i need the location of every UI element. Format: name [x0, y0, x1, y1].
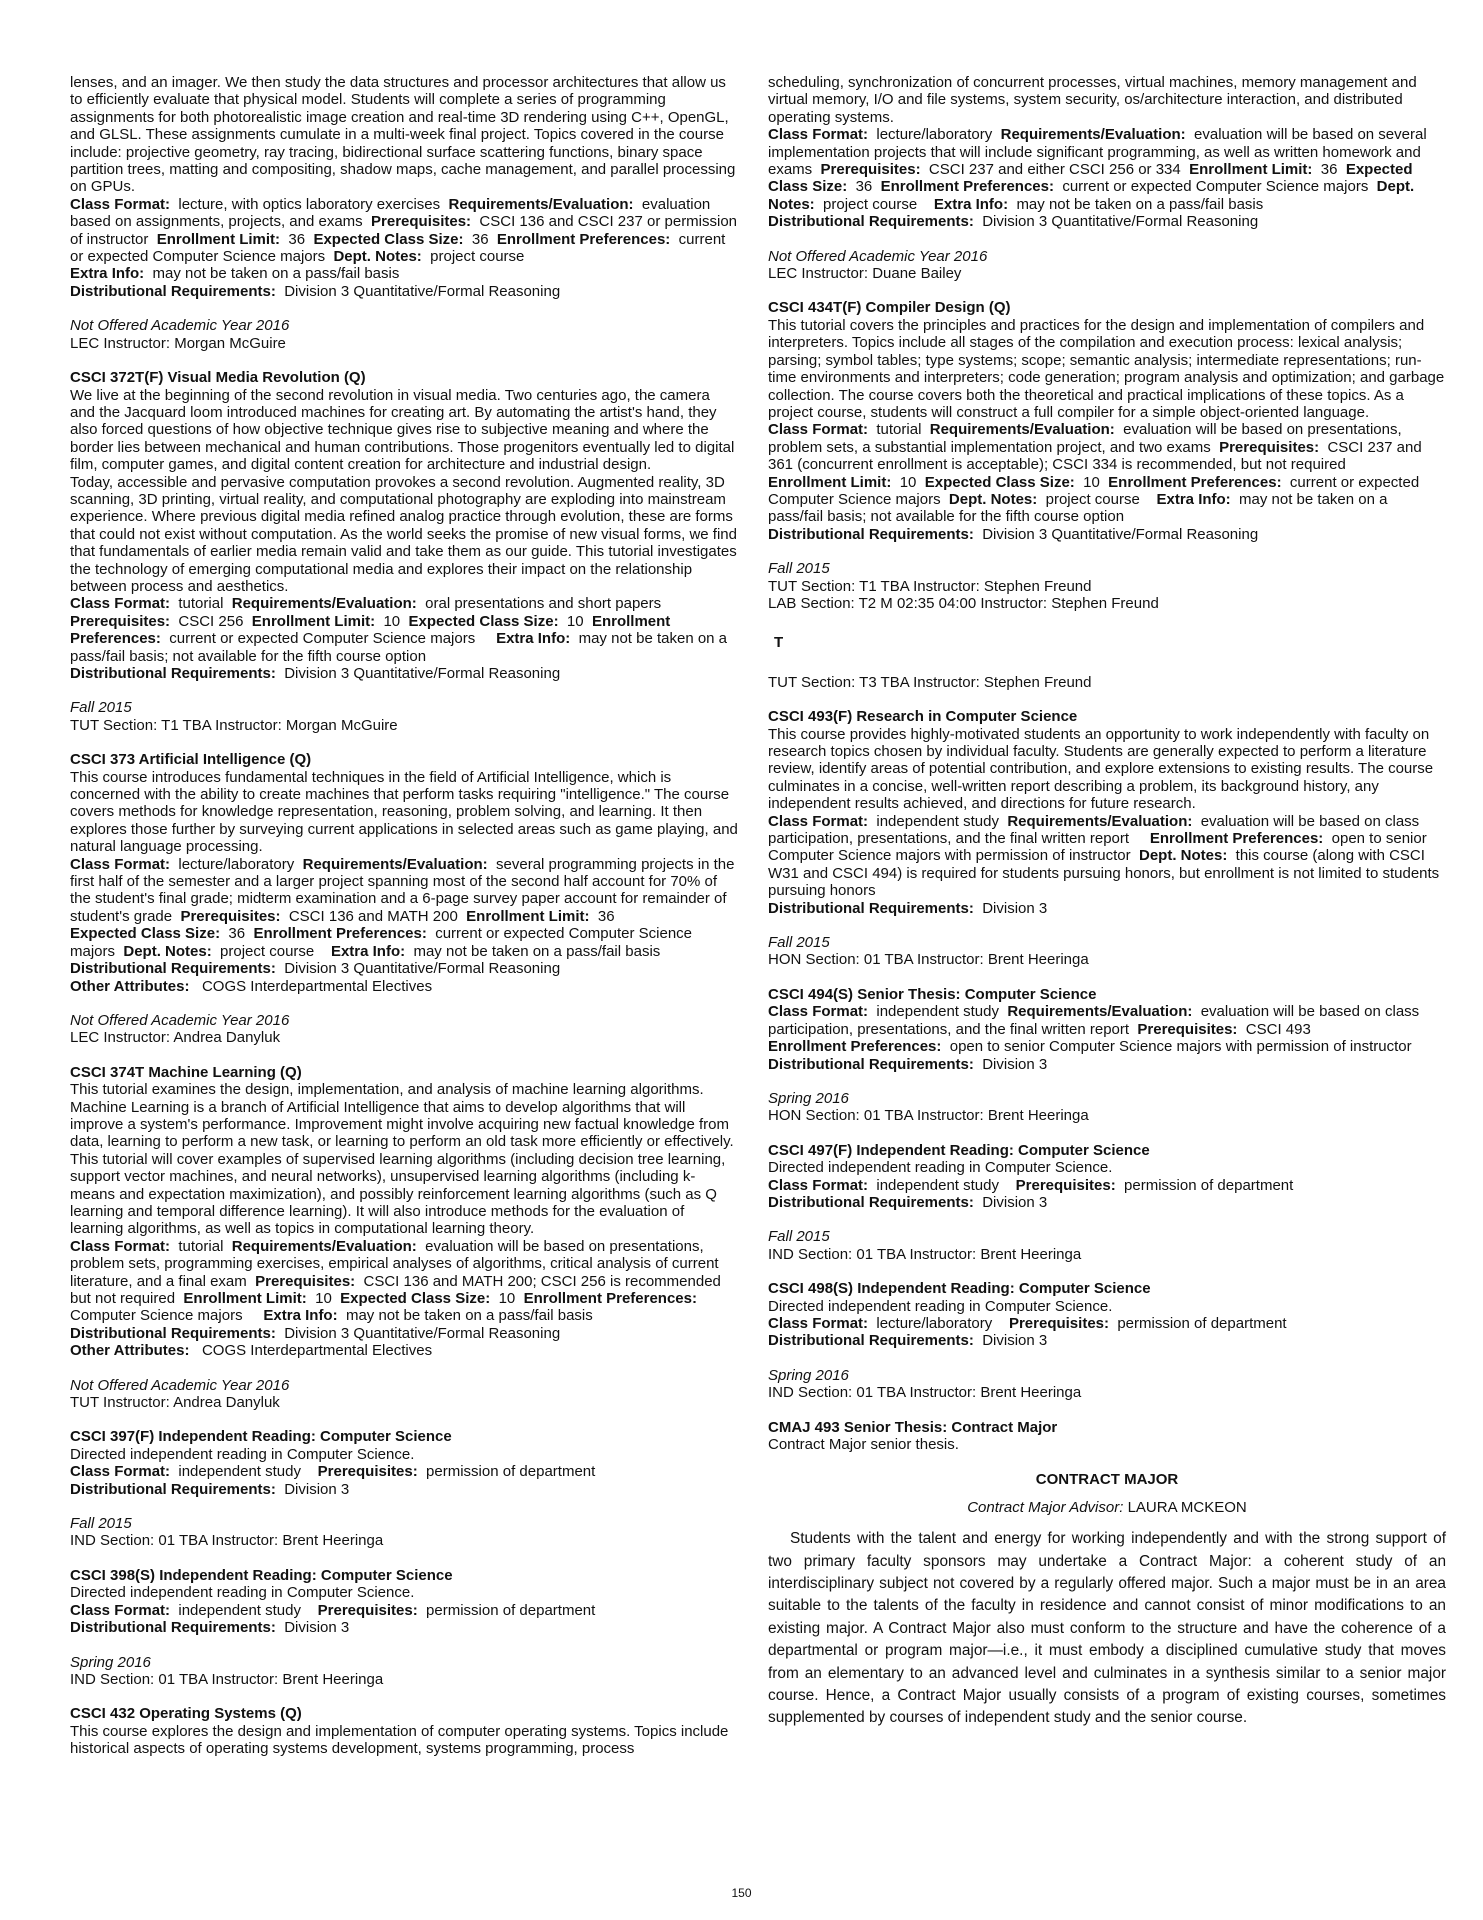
distributional-label: Distributional Requirements:: [70, 1619, 276, 1637]
course-description: This course introduces fundamental techniques in the field of Artificial Intelligence, which is concerned with the ability to create machines that perform tasks requiring "intelligence." The course covers methods for knowledge representation, reasoning, problem solving, and learning. It then explores those further by surveying current applications in selected areas such as game playing, and natural language processing.: [70, 768, 738, 856]
offering-section: HON Section: 01 TBA Instructor: Brent Heeringa: [768, 1107, 1089, 1125]
class-format-label: Class Format:: [768, 1003, 869, 1021]
requirements-label: Requirements/Evaluation:: [1007, 812, 1193, 830]
prerequisites-label: Prerequisites:: [1137, 1020, 1238, 1038]
course-title: CSCI 497(F) Independent Reading: Computer Science: [768, 1141, 1150, 1159]
distributional-value: Division 3: [982, 1332, 1048, 1350]
offering-section: IND Section: 01 TBA Instructor: Brent Heeringa: [70, 1532, 384, 1550]
extra-info-label: Extra Info:: [1156, 490, 1231, 508]
requirements-value: oral presentations and short papers: [425, 595, 662, 613]
enrollment-preferences-value: current or expected Computer Science majors: [70, 230, 726, 266]
course-details: [70, 595, 738, 682]
course-details: [768, 421, 1446, 543]
enrollment-preferences-value: current or expected Computer Science majors: [169, 630, 476, 648]
distributional-label: Distributional Requirements:: [70, 1324, 276, 1342]
extra-info-value: may not be taken on a pass/fail basis: [152, 265, 400, 283]
course-details: [70, 1463, 738, 1498]
enrollment-limit-label: Enrollment Limit:: [466, 907, 590, 925]
extra-info-label: Extra Info:: [263, 1307, 338, 1325]
distributional-value: Division 3 Quantitative/Formal Reasoning: [284, 665, 561, 682]
enrollment-preferences-value: open to senior Computer Science majors with permission of instructor: [768, 830, 1427, 865]
distributional-value: Division 3 Quantitative/Formal Reasoning: [284, 1324, 561, 1342]
distributional-label: Distributional Requirements:: [768, 1193, 974, 1211]
course-title: CSCI 397(F) Independent Reading: Computer Science: [70, 1428, 452, 1446]
prerequisites-value: CSCI 136 and MATH 200; CSCI 256 is recommended but not required: [70, 1272, 721, 1307]
requirements-value: several programming projects in the first half of the semester and a larger project spanning most of the second half account for 70% of the student's final grade; midterm examination and a 6-page survey paper account for remainder of student's grade: [70, 855, 735, 925]
enrollment-limit-label: Enrollment Limit:: [156, 230, 281, 248]
class-size-value: 36: [228, 925, 246, 943]
enrollment-limit-value: 10: [899, 473, 917, 491]
course-title: CSCI 493(F) Research in Computer Science: [768, 708, 1078, 726]
prerequisites-label: Prerequisites:: [1219, 438, 1320, 456]
distributional-label: Distributional Requirements:: [70, 1480, 276, 1498]
class-format-label: Class Format:: [768, 126, 869, 144]
enrollment-preferences-label: Enrollment Preferences:: [1108, 473, 1282, 491]
page-number: 150: [731, 1886, 752, 1900]
course-description: This tutorial covers the principles and practices for the design and implementation of compilers and interpreters. Topics include all stages of the compilation and execution process: lexical analysis; parsing; symbol tables; type systems; scope; semantic analysis; intermediate representations; run-time environments and interpreters; code generation; program analysis and optimization; and garbage collection. The course covers both the theoretical and practical implications of these topics. As a project course, students will construct a full compiler for a simple object-oriented language.: [768, 316, 1445, 421]
class-size-label: Expected Class Size:: [70, 925, 221, 943]
class-format-label: Class Format:: [70, 1601, 171, 1619]
course-description: This course explores the design and implementation of computer operating systems. Topics include historical aspects of operating systems development, systems programming, process: [70, 1722, 729, 1758]
offering-section: LAB Section: T2 M 02:35 04:00 Instructor: Stephen Freund: [768, 594, 1159, 612]
prerequisites-label: Prerequisites:: [180, 907, 281, 925]
class-format-label: Class Format:: [768, 812, 869, 830]
requirements-value: evaluation will be based on presentations, problem sets, a substantial implementation project, and two exams: [768, 421, 1402, 456]
dept-notes-label: Dept. Notes:: [333, 248, 422, 266]
class-size-value: 10: [1083, 473, 1100, 491]
prerequisites-value: permission of department: [426, 1601, 596, 1619]
requirements-label: Requirements/Evaluation:: [231, 595, 417, 613]
class-size-value: 36: [471, 230, 489, 248]
prerequisites-label: Prerequisites:: [1015, 1176, 1116, 1194]
requirements-label: Requirements/Evaluation:: [448, 195, 634, 213]
offering-section: LEC Instructor: Morgan McGuire: [70, 334, 286, 352]
course-description: Directed independent reading in Computer Science.: [70, 1584, 415, 1602]
course-description: Directed independent reading in Computer Science.: [768, 1159, 1113, 1177]
prerequisites-label: Prerequisites:: [1008, 1314, 1109, 1332]
course-details: [768, 1177, 1446, 1212]
course-details: [768, 1003, 1446, 1073]
class-format-value: lecture/laboratory: [178, 855, 295, 873]
prerequisites-label: Prerequisites:: [70, 612, 171, 630]
course-title: CMAJ 493 Senior Thesis: Contract Major: [768, 1418, 1058, 1436]
distributional-label: Distributional Requirements:: [768, 1055, 974, 1073]
offering-section: LEC Instructor: Duane Bailey: [768, 265, 962, 283]
enrollment-limit-value: 36: [1320, 161, 1338, 179]
class-format-label: Class Format:: [70, 595, 171, 613]
right-column: [768, 74, 1446, 1730]
dept-notes-value: project course: [1045, 490, 1140, 508]
class-format-value: lecture, with optics laboratory exercises: [178, 195, 441, 213]
prerequisites-label: Prerequisites:: [317, 1463, 418, 1481]
class-format-label: Class Format:: [70, 855, 171, 873]
enrollment-limit-label: Enrollment Limit:: [251, 612, 376, 630]
course-details: [70, 1238, 738, 1360]
other-attributes-value: COGS Interdepartmental Electives: [201, 977, 433, 995]
enrollment-limit-value: 36: [288, 230, 306, 248]
dept-notes-value: this course (along with CSCI W31 and CSCI 494) is required for students pursuing honors, but enrollment is not limited to students pursuing honors: [768, 847, 1440, 900]
left-column: [70, 74, 738, 1758]
distributional-value: Division 3: [284, 1480, 350, 1498]
course-title: CSCI 373 Artificial Intelligence (Q): [70, 751, 312, 769]
course-description: Directed independent reading in Computer Science.: [70, 1445, 415, 1463]
enrollment-preferences-value: current or expected Computer Science majors: [1062, 178, 1369, 196]
enrollment-preferences-label: Enrollment Preferences:: [70, 612, 671, 648]
prerequisites-value: permission of department: [1117, 1314, 1287, 1332]
offering-section: TUT Section: T1 TBA Instructor: Stephen Freund: [768, 577, 1092, 595]
dept-notes-value: project course: [823, 195, 918, 213]
offering-section: TUT Instructor: Andrea Danyluk: [70, 1394, 280, 1412]
enrollment-preferences-value: Computer Science majors: [70, 1307, 243, 1325]
prerequisites-value: CSCI 256: [178, 612, 244, 630]
class-format-value: lecture/laboratory: [876, 1314, 993, 1332]
distributional-value: Division 3 Quantitative/Formal Reasoning: [982, 525, 1259, 543]
class-format-value: tutorial: [178, 595, 224, 613]
prerequisites-value: CSCI 237 and 361 (concurrent enrollment is acceptable); CSCI 334 is recommended, but not required: [768, 438, 1422, 474]
class-size-label: Expected Class Size:: [340, 1290, 491, 1307]
class-format-value: independent study: [178, 1601, 301, 1619]
offering-section: IND Section: 01 TBA Instructor: Brent Heeringa: [70, 1670, 384, 1688]
dept-notes-label: Dept. Notes:: [948, 490, 1038, 508]
requirements-value: evaluation will be based on presentations, problem sets, programming exercises, empirical analyses of algorithms, critical analysis of current literature, and a final exam: [70, 1237, 719, 1290]
dept-notes-value: project course: [220, 942, 315, 960]
class-format-value: independent study: [876, 812, 999, 830]
enrollment-limit-value: 10: [383, 612, 401, 630]
class-size-value: 10: [498, 1290, 516, 1307]
requirements-value: evaluation will be based on class participation, presentations, and the final written report: [768, 1003, 1420, 1038]
distributional-value: Division 3: [284, 1619, 350, 1637]
enrollment-preferences-value: open to senior Computer Science majors with permission of instructor: [949, 1038, 1412, 1056]
other-attributes-label: Other Attributes:: [70, 1342, 190, 1360]
course-title: CSCI 372T(F) Visual Media Revolution (Q): [70, 369, 366, 387]
enrollment-limit-value: 10: [315, 1290, 332, 1307]
prerequisites-value: CSCI 136 and MATH 200: [288, 907, 458, 925]
enrollment-preferences-label: Enrollment Preferences:: [1149, 830, 1324, 848]
enrollment-preferences-value: current or expected Computer Science majors: [768, 473, 1420, 508]
dept-notes-label: Dept. Notes:: [1138, 847, 1228, 865]
class-size-label: Expected Class Size:: [313, 230, 464, 248]
prerequisites-value: permission of department: [426, 1463, 596, 1481]
offering-section: LEC Instructor: Andrea Danyluk: [70, 1029, 281, 1047]
enrollment-preferences-label: Enrollment Preferences:: [523, 1290, 697, 1307]
offering-term: Fall 2015: [768, 1228, 830, 1246]
extra-info-label: Extra Info:: [330, 942, 406, 960]
other-attributes-label: Other Attributes:: [70, 977, 190, 995]
course-title: CSCI 434T(F) Compiler Design (Q): [768, 299, 1011, 317]
course-description: We live at the beginning of the second revolution in visual media. Two centuries ago, the camera and the Jacquard loom introduced machines for creating art. By automating the artist's hand, they also forced questions of how objective technique gives rise to subjective meaning and where the border lies between mechanical and human contributions. Those progenitors eventually led to digital film, computer games, and digital content creation for architecture and industrial design.: [70, 386, 735, 474]
section-letter: T: [774, 634, 784, 652]
class-format-value: independent study: [178, 1463, 301, 1481]
requirements-label: Requirements/Evaluation:: [1007, 1003, 1193, 1021]
class-size-label: Expected Class Size:: [768, 161, 1413, 196]
class-size-label: Expected Class Size:: [408, 612, 559, 630]
distributional-value: Division 3 Quantitative/Formal Reasoning: [284, 282, 561, 300]
course-details: [768, 126, 1446, 230]
requirements-value: evaluation will be based on class participation, presentations, and the final written report: [768, 812, 1420, 848]
distributional-label: Distributional Requirements:: [70, 665, 276, 682]
class-format-value: tutorial: [876, 421, 922, 439]
course-details: [70, 196, 738, 300]
requirements-value: evaluation will be based on several implementation projects that will include significant programming, as well as written homework and exams: [768, 126, 1427, 179]
prerequisites-value: CSCI 493: [1245, 1020, 1311, 1038]
class-format-value: lecture/laboratory: [876, 126, 993, 144]
requirements-label: Requirements/Evaluation:: [231, 1237, 417, 1255]
course-title: CSCI 498(S) Independent Reading: Computer Science: [768, 1280, 1151, 1298]
dept-notes-label: Dept. Notes:: [123, 942, 212, 960]
contract-major-body: Students with the talent and energy for working independently and with the strong support of two primary faculty sponsors may undertake a Contract Major: a coherent study of an interdisciplinary subject not covered by a regularly offered major. Such a major must be in an area suitable to the talents of the faculty in residence and cannot consist of minor modifications to an existing major. A Contract Major also must conform to the structure and have the coherence of a departmental or program major—i.e., it must embody a disciplined cumulative study that moves from an elementary to an advanced level and culminates in a synthesis similar to a senior major course. Hence, a Contract Major usually consists of a program of existing courses, sometimes supplemented by courses of independent study and the senior course.: [768, 1530, 1446, 1727]
course-title: CSCI 494(S) Senior Thesis: Computer Science: [768, 985, 1097, 1003]
prerequisites-label: Prerequisites:: [317, 1601, 418, 1619]
course-title: CSCI 432 Operating Systems (Q): [70, 1705, 302, 1723]
course-details: [70, 856, 738, 995]
prerequisites-value: permission of department: [1124, 1176, 1294, 1194]
course-details: [768, 813, 1446, 917]
extra-info-value: may not be taken on a pass/fail basis: [413, 942, 661, 960]
offering-term: Fall 2015: [70, 1515, 132, 1533]
distributional-value: Division 3: [982, 1193, 1048, 1211]
offering-term: Fall 2015: [768, 934, 830, 952]
enrollment-preferences-label: Enrollment Preferences:: [496, 230, 671, 248]
offering-term: Fall 2015: [70, 699, 132, 717]
course-details: [768, 1315, 1446, 1350]
prerequisites-label: Prerequisites:: [820, 161, 921, 179]
class-format-label: Class Format:: [70, 1463, 171, 1481]
class-size-label: Expected Class Size:: [924, 473, 1075, 491]
course-title: CSCI 398(S) Independent Reading: Computer Science: [70, 1566, 453, 1584]
enrollment-preferences-label: Enrollment Preferences:: [253, 925, 427, 943]
offering-term: Fall 2015: [768, 560, 830, 578]
offering-term: Spring 2016: [768, 1366, 849, 1384]
enrollment-limit-label: Enrollment Limit:: [768, 473, 892, 491]
class-format-label: Class Format:: [70, 195, 171, 213]
dept-notes-value: project course: [430, 248, 525, 266]
extra-info-value: may not be taken on a pass/fail basis; not available for the fifth course option: [768, 490, 1388, 526]
offering-section: TUT Section: T1 TBA Instructor: Morgan McGuire: [70, 716, 398, 734]
offering-term: Not Offered Academic Year 2016: [70, 317, 290, 335]
course-description: lenses, and an imager. We then study the data structures and processor architectures that allow us to efficiently evaluate that physical model. Students will complete a series of programming assignments for both photorealistic image creation and real-time 3D rendering using C++, OpenGL, and GLSL. These assignments cumulate in a multi-week final project. Topics covered in the course include: projective geometry, ray tracing, bidirectional surface scattering functions, binary space partition trees, matting and compositing, shadow maps, cache management, and parallel processing on GPUs.: [70, 74, 736, 196]
class-size-value: 36: [855, 178, 873, 196]
distributional-label: Distributional Requirements:: [768, 525, 974, 543]
distributional-label: Distributional Requirements:: [70, 960, 276, 978]
prerequisites-label: Prerequisites:: [255, 1272, 356, 1290]
requirements-label: Requirements/Evaluation:: [929, 421, 1115, 439]
other-attributes-value: COGS Interdepartmental Electives: [201, 1342, 433, 1360]
course-description: Directed independent reading in Computer Science.: [768, 1297, 1113, 1315]
offering-section: TUT Section: T3 TBA Instructor: Stephen Freund: [768, 673, 1092, 691]
distributional-value: Division 3: [982, 899, 1048, 917]
class-size-value: 10: [566, 612, 584, 630]
course-details: [70, 1602, 738, 1637]
extra-info-value: may not be taken on a pass/fail basis: [345, 1307, 593, 1325]
distributional-label: Distributional Requirements:: [768, 213, 974, 231]
prerequisites-value: CSCI 237 and either CSCI 256 or 334: [928, 161, 1181, 179]
course-description: Today, accessible and pervasive computation provokes a second revolution. Augmented reality, 3D scanning, 3D printing, virtual reality, and computational photography are exploding into mainstream experience. Where previous digital media refined analog practice through evolution, these are forms that could not exist without computation. As the world seeks the promise of new visual forms, we find that fundamentals of earlier media remain valid and take them as our guide. This tutorial investigates the technology of emerging computational media and explores their impact on the relationship between process and aesthetics.: [70, 473, 737, 595]
course-title: CSCI 374T Machine Learning (Q): [70, 1063, 302, 1081]
extra-info-label: Extra Info:: [933, 195, 1009, 213]
offering-term: Spring 2016: [768, 1089, 849, 1107]
prerequisites-value: CSCI 136 and CSCI 237 or permission of instructor: [70, 213, 738, 248]
enrollment-preferences-label: Enrollment Preferences:: [768, 1038, 942, 1056]
distributional-value: Division 3 Quantitative/Formal Reasoning: [284, 960, 561, 978]
distributional-label: Distributional Requirements:: [768, 1332, 974, 1350]
extra-info-value: may not be taken on a pass/fail basis; not available for the fifth course option: [70, 630, 728, 665]
offering-section: HON Section: 01 TBA Instructor: Brent Heeringa: [768, 951, 1089, 969]
class-format-value: tutorial: [178, 1237, 224, 1255]
extra-info-value: may not be taken on a pass/fail basis: [1016, 195, 1264, 213]
distributional-value: Division 3 Quantitative/Formal Reasoning: [982, 213, 1259, 231]
offering-section: IND Section: 01 TBA Instructor: Brent Heeringa: [768, 1245, 1082, 1263]
advisor-name: LAURA MCKEON: [1127, 1498, 1247, 1516]
class-format-value: independent study: [876, 1003, 999, 1021]
class-format-label: Class Format:: [768, 1176, 869, 1194]
offering-term: Not Offered Academic Year 2016: [70, 1376, 290, 1394]
enrollment-limit-label: Enrollment Limit:: [183, 1290, 307, 1307]
distributional-value: Division 3: [982, 1055, 1048, 1073]
course-description: Contract Major senior thesis.: [768, 1436, 959, 1453]
requirements-label: Requirements/Evaluation:: [302, 855, 488, 873]
advisor-line: [768, 1499, 1446, 1516]
distributional-label: Distributional Requirements:: [70, 282, 276, 300]
course-description: This course provides highly-motivated students an opportunity to work independently with faculty on research topics chosen by individual faculty. Students are generally expected to perform a literature review, identify areas of potential contribution, and explore extensions to existing results. The course culminates in a concise, well-written report describing a problem, its background history, any independent results achieved, and directions for future research.: [768, 725, 1434, 813]
requirements-label: Requirements/Evaluation:: [1000, 126, 1186, 144]
class-format-label: Class Format:: [768, 421, 869, 439]
class-format-value: independent study: [876, 1176, 999, 1194]
enrollment-preferences-label: Enrollment Preferences:: [880, 178, 1054, 196]
class-format-label: Class Format:: [768, 1314, 869, 1332]
advisor-label: Contract Major Advisor:: [967, 1498, 1124, 1516]
prerequisites-label: Prerequisites:: [371, 213, 472, 231]
enrollment-limit-value: 36: [597, 907, 615, 925]
offering-term: Not Offered Academic Year 2016: [768, 247, 988, 265]
offering-term: Not Offered Academic Year 2016: [70, 1011, 290, 1029]
section-heading: CONTRACT MAJOR: [1035, 1471, 1179, 1489]
extra-info-label: Extra Info:: [70, 265, 145, 283]
offering-section: IND Section: 01 TBA Instructor: Brent Heeringa: [768, 1384, 1082, 1402]
requirements-value: evaluation based on assignments, projects, and exams: [70, 195, 711, 231]
dept-notes-label: Dept. Notes:: [768, 178, 1415, 213]
distributional-label: Distributional Requirements:: [768, 899, 974, 917]
extra-info-label: Extra Info:: [496, 630, 571, 648]
enrollment-preferences-value: current or expected Computer Science majors: [70, 925, 692, 960]
class-format-label: Class Format:: [70, 1237, 171, 1255]
course-description: This tutorial examines the design, implementation, and analysis of machine learning algorithms. Machine Learning is a branch of Artificial Intelligence that aims to develop algorithms that will improve a system's performance. Improvement might involve acquiring new factual knowledge from data, learning to perform a new task, or learning to perform an old task more efficiently or effectively. This tutorial will cover examples of supervised learning algorithms (including decision tree learning, support vector machines, and neural networks), unsupervised learning algorithms (including k-means and expectation maximization), and possibly reinforcement learning algorithms (such as Q learning and temporal difference learning). It will also introduce methods for the evaluation of learning algorithms, as well as topics in computational learning theory.: [70, 1081, 734, 1238]
course-description: scheduling, synchronization of concurrent processes, virtual machines, memory management and virtual memory, I/O and file systems, system security, os/architecture interaction, and distributed operating systems.: [768, 74, 1417, 126]
offering-term: Spring 2016: [70, 1653, 151, 1671]
enrollment-limit-label: Enrollment Limit:: [1189, 161, 1313, 179]
